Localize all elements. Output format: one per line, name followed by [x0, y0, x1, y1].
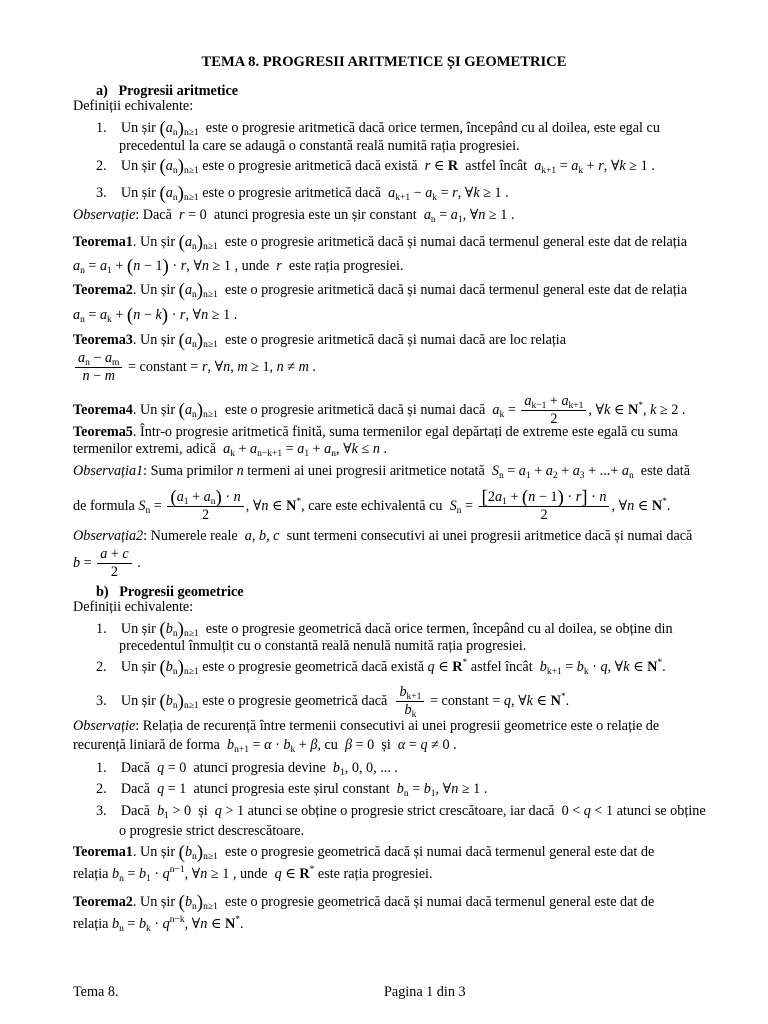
theorem-a4: Teorema4. Un șir $(a_n)_{n\ge 1}$ este o progresie aritmetică dacă și numai dacă $a_k$ = $\frac{a_{k-1} + a_{k+1}}{2}$ , ∀k ∈ N*, k ≥ 2 .: [73, 393, 686, 427]
definition-a1: 1. Un șir $(a_n)_{n\ge 1}$ este o progresie aritmetică dacă orice termen, începând cu al doilea, este egal cu: [96, 118, 660, 139]
definitions-label: Definiții echivalente:: [73, 98, 194, 114]
theorem-b2-formula: relația $b_n = b_k \cdot q^{n-k}$, ∀n ∈ N*.: [73, 915, 244, 934]
definition-b1-cont: precedentul înmulțit cu o constantă reală nenulă numită rația progresiei.: [119, 638, 527, 654]
section-a-heading: a) Progresii aritmetice: [96, 83, 239, 99]
definition-a2: 2. Un șir $(a_n)_{n\ge 1}$ este o progresie aritmetică dacă există r ∈ R astfel încât $a_{k+1} = a_k + r$, ∀k ≥ 1 .: [96, 156, 655, 177]
theorem-b1: Teorema1. Un șir $(b_n)_{n\ge 1}$ este o progresie geometrică dacă și numai dacă termenul general este dat de: [73, 842, 655, 863]
observation-a2: Observația2: Numerele reale a, b, c sunt termeni consecutivi ai unei progresii aritmetice dacă și numai dacă: [73, 528, 693, 544]
footer-page-number: Pagina 1 din 3: [384, 984, 466, 1000]
section-b-heading: b) Progresii geometrice: [96, 584, 244, 600]
definitions-label-b: Definiții echivalente:: [73, 599, 194, 615]
definition-b3: 3. Un șir $(b_n)_{n\ge 1}$ este o progresie geometrică dacă $\frac{b_{k+1}}{b_k}$ = constant = q, ∀k ∈ N*.: [96, 684, 570, 720]
observation-a1-formulas: de formula $S_n$ = $\frac{(a_1 + a_n) \cdot n}{2}$ , ∀n ∈ N*, care este echivalentă cu $S_n$ = $\frac{[2a_1 + (n - 1) \cdot r] \cdot n}{2}$ , ∀n ∈ N*.: [73, 487, 671, 523]
theorem-a1: Teorema1. Un șir $(a_n)_{n\ge 1}$ este o progresie aritmetică dacă și numai dacă termenul general este dat de relația: [73, 232, 687, 253]
theorem-a1-formula: $a_n = a_1 + (n - 1) \cdot r$, ∀n ≥ 1 , unde r este rația progresiei.: [73, 256, 404, 277]
theorem-a3-formula: $\frac{a_n - a_m}{n - m}$ = constant = r, ∀n, m ≥ 1, n ≠ m .: [73, 350, 316, 385]
observation-item-3: 3. Dacă $b_1 > 0$ și q > 1 atunci se obține o progresie strict crescătoare, iar dacă 0 < q < 1 atunci se obține: [96, 803, 706, 821]
definition-b1: 1. Un șir $(b_n)_{n\ge 1}$ este o progresie geometrică dacă orice termen, începând cu al doilea, se obține din: [96, 619, 673, 640]
theorem-a3: Teorema3. Un șir $(a_n)_{n\ge 1}$ este o progresie aritmetică dacă și numai dacă are loc relația: [73, 330, 567, 351]
definition-a3: 3. Un șir $(a_n)_{n\ge 1}$ este o progresie aritmetică dacă $a_{k+1} - a_k = r$, ∀k ≥ 1 .: [96, 183, 509, 204]
observation-b: Observație: Relația de recurență între termenii consecutivi ai unei progresii geometrice este o relație de: [73, 718, 660, 734]
theorem-a5-cont: termenilor extremi, adică $a_k + a_{n-k+1} = a_1 + a_n$, ∀k ≤ n .: [73, 441, 388, 459]
observation-b-cont: recurență liniară de forma $b_{n+1} = \alpha \cdot b_k + \beta$, cu β = 0 și α = q ≠ 0 .: [73, 737, 457, 755]
observation-item-1: 1. Dacă q = 0 atunci progresia devine $b_1$, 0, 0, ... .: [96, 760, 398, 778]
page-title: TEMA 8. PROGRESII ARITMETICE ȘI GEOMETRICE: [201, 54, 567, 70]
observation-a1: Observația1: Suma primilor n termeni ai unei progresii aritmetice notată $S_n = a_1 + a_2 + a_3$ + ...+ $a_n$ este dată: [73, 463, 691, 481]
theorem-b2: Teorema2. Un șir $(b_n)_{n\ge 1}$ este o progresie geometrică dacă și numai dacă termenul general este dat de: [73, 892, 655, 913]
theorem-a2-formula: $a_n = a_k + (n - k) \cdot r$, ∀n ≥ 1 .: [73, 305, 238, 326]
theorem-a5: Teorema5. Într-o progresie aritmetică finită, suma termenilor egal depărtați de extreme este egală cu suma: [73, 424, 678, 440]
footer-left: Tema 8.: [73, 984, 119, 1000]
theorem-a2: Teorema2. Un șir $(a_n)_{n\ge 1}$ este o progresie aritmetică dacă și numai dacă termenul general este dat de relația: [73, 280, 687, 301]
definition-b2: 2. Un șir $(b_n)_{n\ge 1}$ este o progresie geometrică dacă există q ∈ R* astfel încât $b_{k+1} = b_k \cdot q$, ∀k ∈ N*.: [96, 657, 666, 678]
theorem-b1-formula: relația $b_n = b_1 \cdot q^{n-1}$, ∀n ≥ 1 , unde q ∈ R* este rația progresiei.: [73, 865, 433, 884]
observation-item-3-cont: o progresie strict descrescătoare.: [119, 823, 305, 839]
observation-a2-formula: b = $\frac{a + c}{2}$ .: [73, 546, 141, 580]
observation-item-2: 2. Dacă q = 1 atunci progresia este șirul constant $b_n = b_1$, ∀n ≥ 1 .: [96, 781, 488, 799]
definition-a1-cont: precedentul la care se adaugă o constantă reală numită rația progresiei.: [119, 138, 520, 154]
observation-a: Observație: Dacă r = 0 atunci progresia este un șir constant $a_n = a_1$, ∀n ≥ 1 .: [73, 207, 515, 225]
